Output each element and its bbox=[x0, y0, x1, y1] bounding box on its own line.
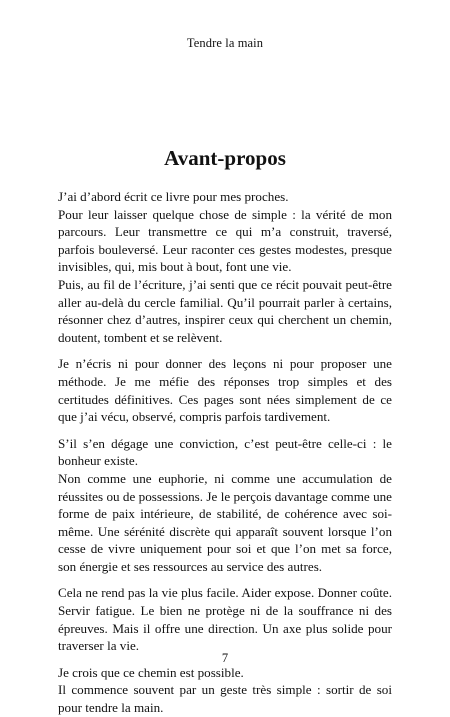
running-header: Tendre la main bbox=[186, 36, 264, 50]
paragraph: Pour leur laisser quelque chose de simple : la vérité de mon parcours. Leur transmettre ce qui m’a construit, traversé, parfois bouleversé. Leur raconter ces gestes modestes, presque invisibles, qui, mis bout à bout, font une vie. bbox=[58, 206, 392, 275]
paragraph: Il commence souvent par un geste très simple : sortir de soi pour tendre la main. bbox=[58, 682, 392, 716]
paragraph: Puis, au fil de l’écriture, j’ai senti que ce récit pouvait peut-être aller au-delà du cercle familial. Qu’il pourrait parler à certains, résonner chez d’autres, inspirer ceux qui cherchent un chemin, doutent, tombent et se relèvent. bbox=[58, 276, 392, 345]
paragraph: Je crois que ce chemin est possible. bbox=[58, 664, 244, 680]
chapter-title: Avant-propos bbox=[164, 146, 286, 170]
paragraph: Cela ne rend pas la vie plus facile. Aider expose. Donner coûte. Servir fatigue. Le bien ne protège ni de la souffrance ni des épreuves. Mais il offre une direction. Un axe plus solide pour traverser la vie. bbox=[58, 585, 392, 654]
page-number: 7 bbox=[221, 651, 229, 665]
body-text bbox=[58, 188, 392, 717]
paragraph: J’ai d’abord écrit ce livre pour mes proches. bbox=[58, 189, 289, 204]
paragraph: Non comme une euphorie, ni comme une accumulation de réussites ou de possessions. Je le perçois davantage comme une forme de paix intérieure, de stabilité, de cohérence avec soi-même. Une sérénité discrète qui apparaît souvent lorsque l’on cesse de vivre uniquement pour soi et que l’on met sa force, son énergie et ses ressources au service des autres. bbox=[58, 470, 392, 574]
paragraph: S’il s’en dégage une conviction, c’est peut-être celle-ci : le bonheur existe. bbox=[58, 435, 392, 469]
paragraph: Je n’écris ni pour donner des leçons ni pour proposer une méthode. Je me méfie des réponses trop simples et des certitudes définitives. Ces pages sont nées simplement de ce que j’ai vécu, observé, compris parfois tardivement. bbox=[58, 356, 392, 425]
